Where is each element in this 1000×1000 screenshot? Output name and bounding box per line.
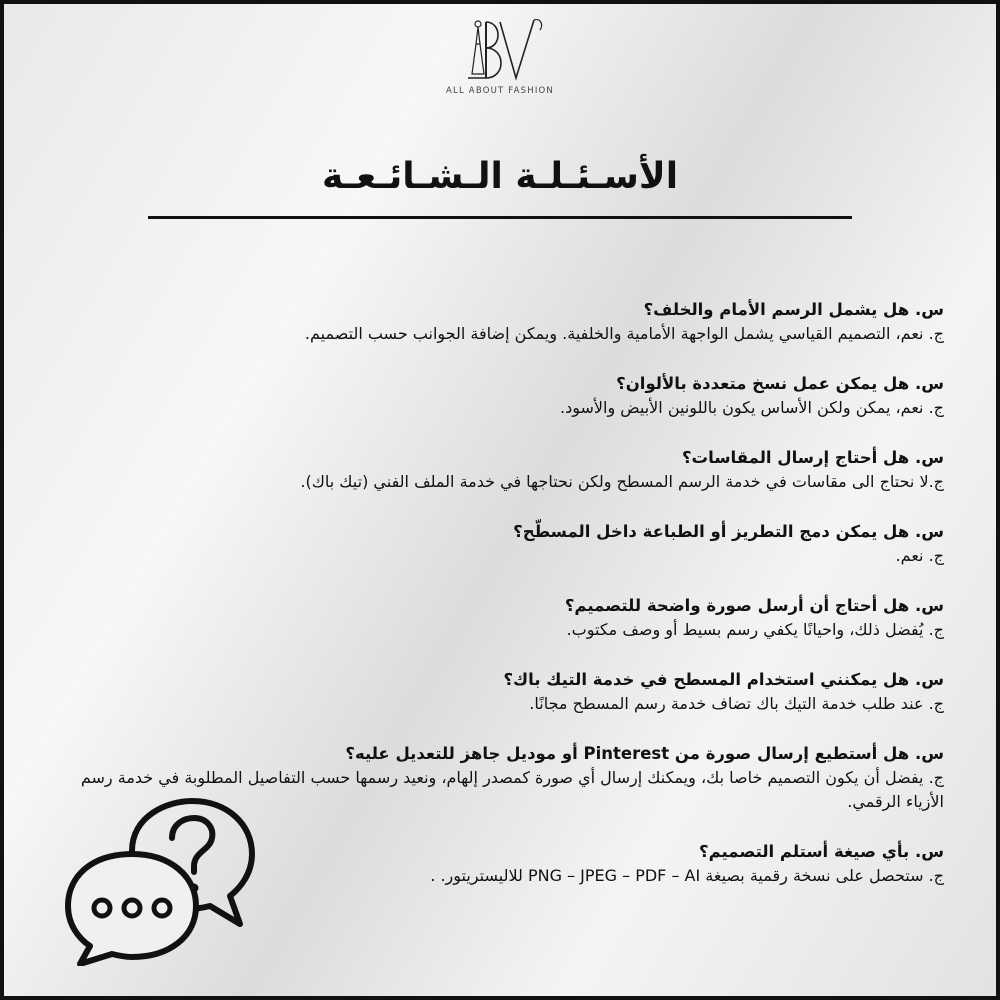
faq-question: س. هل أحتاج إرسال المقاسات؟ bbox=[681, 448, 944, 467]
faq-question: س. هل يمكن دمج التطريز أو الطباعة داخل المسطّح؟ bbox=[513, 522, 944, 541]
brand-logo bbox=[420, 14, 580, 106]
faq-answer: ج. عند طلب خدمة التيك باك تضاف خدمة رسم المسطح مجانًا. bbox=[529, 694, 944, 713]
page-title: الأسـئـلـة الـشـائـعـة bbox=[321, 156, 679, 197]
faq-question: س. هل يمكن عمل نسخ متعددة بالألوان؟ bbox=[616, 374, 944, 393]
faq-item bbox=[54, 520, 944, 568]
faq-question: س. هل يشمل الرسم الأمام والخلف؟ bbox=[643, 300, 944, 319]
faq-answer: ج. يُفضل ذلك، واحيانًا يكفي رسم بسيط أو وصف مكتوب. bbox=[566, 620, 944, 639]
faq-question: س. هل أستطيع إرسال صورة من Pinterest أو موديل جاهز للتعديل عليه؟ bbox=[345, 744, 944, 763]
faq-item bbox=[54, 446, 944, 494]
faq-question: س. هل أحتاج أن أرسل صورة واضحة للتصميم؟ bbox=[564, 596, 944, 615]
title-divider bbox=[148, 216, 852, 219]
faq-item bbox=[54, 594, 944, 642]
faq-answer: ج. نعم، يمكن ولكن الأساس يكون باللونين الأبيض والأسود. bbox=[560, 398, 944, 417]
faq-item bbox=[54, 298, 944, 346]
faq-answer: ج.لا نحتاج الى مقاسات في خدمة الرسم المسطح ولكن نحتاجها في خدمة الملف الفني (تيك باك). bbox=[300, 472, 944, 491]
faq-item bbox=[54, 668, 944, 716]
faq-item bbox=[54, 372, 944, 420]
faq-answer: ج. نعم، التصميم القياسي يشمل الواجهة الأمامية والخلفية. ويمكن إضافة الجوانب حسب التصميم. bbox=[304, 324, 944, 343]
faq-answer: ج. يفضل أن يكون التصميم خاصا بك، ويمكنك إرسال أي صورة كمصدر إلهام، ونعيد رسمها حسب التفاصيل المطلوبة في خدمة رسم الأزياء الرقمي. bbox=[80, 768, 944, 811]
faq-question: س. هل يمكنني استخدام المسطح في خدمة التيك باك؟ bbox=[503, 670, 944, 689]
brand-tagline: ALL ABOUT FASHION bbox=[446, 86, 554, 96]
faq-answer: ج. نعم. bbox=[895, 546, 944, 565]
faq-answer: ج. ستحصل على نسخة رقمية بصيغة PNG – JPEG – PDF – AI للاليستريتور. . bbox=[430, 866, 944, 885]
faq-question: س. بأي صيغة أستلم التصميم؟ bbox=[699, 842, 944, 861]
question-chat-bubbles-icon bbox=[62, 796, 262, 966]
bv-monogram-logo-icon bbox=[440, 14, 560, 86]
